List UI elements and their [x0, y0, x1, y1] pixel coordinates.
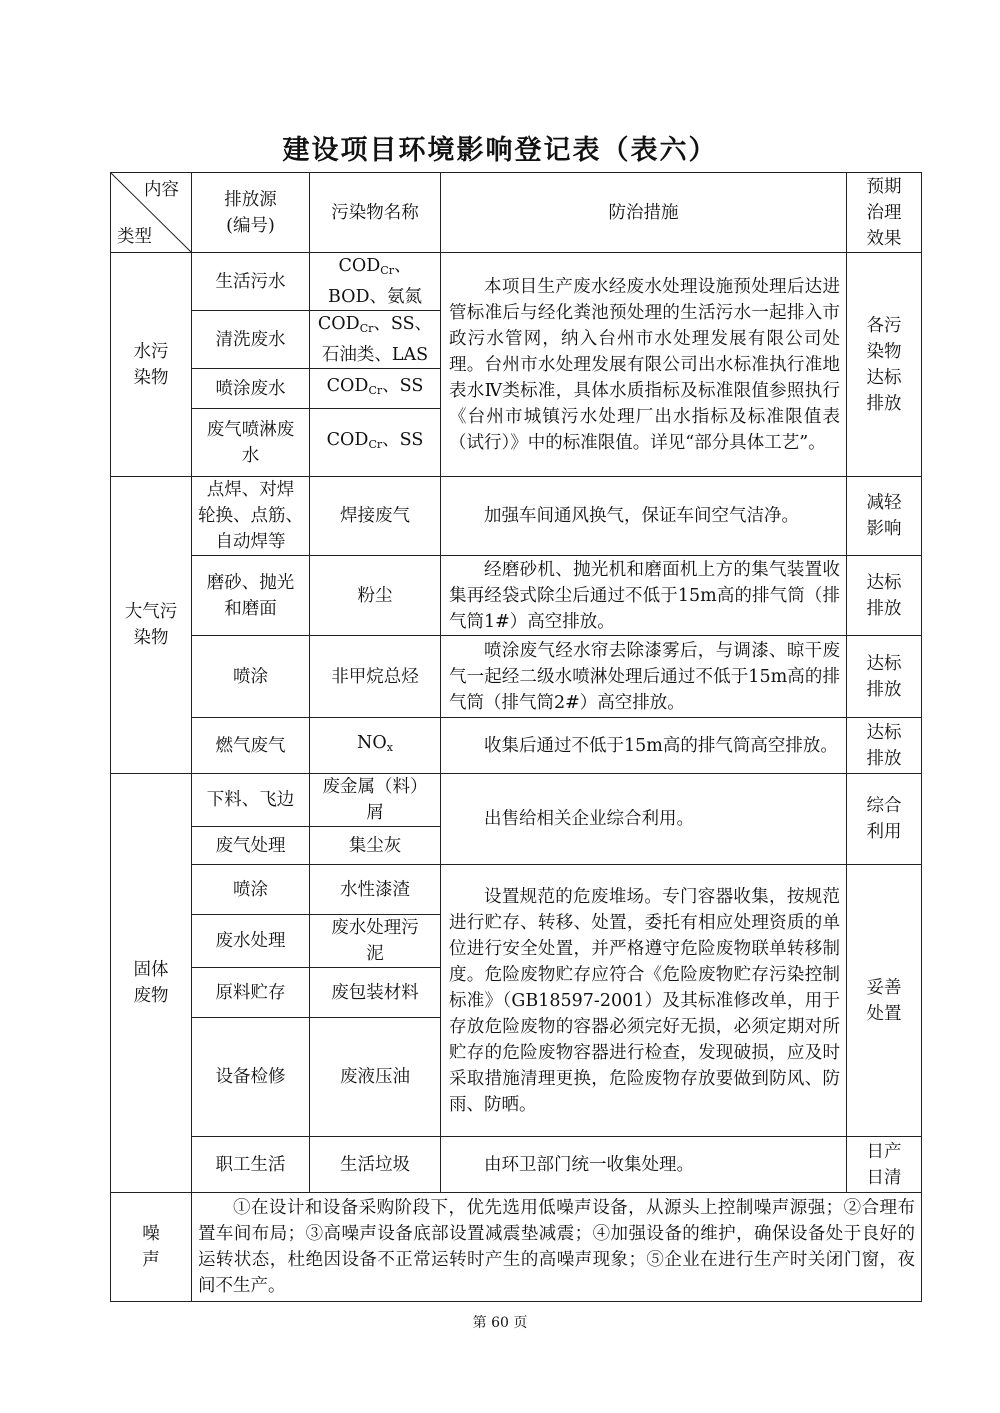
page-number: 第 60 页: [472, 1315, 528, 1331]
water-source: 废气喷淋废 水: [192, 409, 310, 477]
solid-pollutant: 生活垃圾: [310, 1137, 441, 1193]
header-row: [111, 173, 922, 253]
water-effect: 各污 染物 达标 排放: [847, 253, 922, 477]
air-row: [111, 556, 922, 636]
page-title: 建设项目环境影响登记表（表六）: [282, 135, 718, 166]
water-pollutant: $COD_{Cr}$、SS: [310, 369, 441, 409]
water-source: 喷涂废水: [192, 369, 310, 409]
air-row: [111, 718, 922, 774]
solid-pollutant: 集尘灰: [310, 827, 441, 865]
air-measure: 收集后通过不低于15m高的排气筒高空排放。: [441, 718, 847, 774]
header-type-label: 类型: [117, 227, 152, 247]
air-effect: 达标 排放: [847, 636, 922, 718]
solid-effect-hazard: 妥善 处置: [847, 865, 922, 1137]
air-pollutant: 焊接废气: [310, 477, 441, 556]
air-row: [111, 477, 922, 556]
air-source: 点焊、对焊 轮换、点筋、 自动焊等: [192, 477, 310, 556]
solid-source: 下料、飞边: [192, 774, 310, 827]
header-measures: 防治措施: [441, 173, 847, 253]
registration-table: [110, 172, 922, 1302]
solid-pollutant: 废金属（料） 屑: [310, 774, 441, 827]
solid-measure-sale: 出售给相关企业综合利用。: [441, 774, 847, 865]
air-category: 大气污 染物: [111, 477, 192, 774]
header-diagonal-cell: [111, 173, 192, 253]
header-effect: 预期 治理 效果: [847, 173, 922, 253]
water-source: 清洗废水: [192, 311, 310, 369]
solid-source: 原料贮存: [192, 968, 310, 1018]
air-measure: 经磨砂机、抛光机和磨面机上方的集气装置收集再经袋式除尘后通过不低于15m高的排气筒（排气筒1#）高空排放。: [441, 556, 847, 636]
solid-pollutant: 废液压油: [310, 1018, 441, 1137]
air-row: [111, 636, 922, 718]
air-source: 燃气废气: [192, 718, 310, 774]
air-pollutant: 非甲烷总烃: [310, 636, 441, 718]
solid-measure-domestic: 由环卫部门统一收集处理。: [441, 1137, 847, 1193]
water-pollutant: $COD_{Cr}$、 BOD、氨氮: [310, 253, 441, 311]
solid-effect-domestic: 日产 日清: [847, 1137, 922, 1193]
solid-measure-hazard: 设置规范的危废堆场。专门容器收集，按规范进行贮存、转移、处置，委托有相应处理资质的单位进行安全处置，并严格遵守危险废物联单转移制度。危险废物贮存应符合《危险废物贮存污染控制标准》（GB18597-2001）及其标准修改单，用于存放危险废物的容器必须完好无损，必须定期对所贮存的危险废物容器进行检查，发现破损，应及时采取措施清理更换，危险废物存放要做到防风、防雨、防晒。: [441, 865, 847, 1137]
solid-effect-sale: 综合 利用: [847, 774, 922, 865]
water-category: 水污 染物: [111, 253, 192, 477]
air-measure: 喷涂废气经水帘去除漆雾后，与调漆、晾干废气一起经二级水喷淋处理后通过不低于15m高的排气筒（排气筒2#）高空排放。: [441, 636, 847, 718]
header-pollutant: 污染物名称: [310, 173, 441, 253]
air-effect: 减轻 影响: [847, 477, 922, 556]
solid-pollutant: 废水处理污 泥: [310, 915, 441, 968]
solid-pollutant: 废包装材料: [310, 968, 441, 1018]
solid-source: 废气处理: [192, 827, 310, 865]
solid-source: 设备检修: [192, 1018, 310, 1137]
solid-row: [111, 865, 922, 915]
solid-source: 职工生活: [192, 1137, 310, 1193]
air-pollutant: $NO_x$: [310, 718, 441, 774]
solid-row: [111, 1137, 922, 1193]
air-measure: 加强车间通风换气，保证车间空气洁净。: [441, 477, 847, 556]
air-source: 喷涂: [192, 636, 310, 718]
air-pollutant: 粉尘: [310, 556, 441, 636]
solid-row: [111, 774, 922, 827]
water-source: 生活污水: [192, 253, 310, 311]
air-effect: 达标 排放: [847, 556, 922, 636]
water-row: [111, 253, 922, 311]
air-source: 磨砂、抛光 和磨面: [192, 556, 310, 636]
solid-source: 废水处理: [192, 915, 310, 968]
noise-category: 噪 声: [111, 1193, 192, 1302]
solid-pollutant: 水性漆渣: [310, 865, 441, 915]
solid-category: 固体 废物: [111, 774, 192, 1193]
header-content-label: 内容: [144, 180, 179, 200]
header-source: 排放源 (编号): [192, 173, 310, 253]
noise-measure: ①在设计和设备采购阶段下，优先选用低噪声设备，从源头上控制噪声源强；②合理布置车间布局；③高噪声设备底部设置减震垫减震；④加强设备的维护，确保设备处于良好的运转状态，杜绝因设备不正常运转时产生的高噪声现象；⑤企业在进行生产时关闭门窗，夜间不生产。: [192, 1193, 922, 1302]
water-measure: 本项目生产废水经废水处理设施预处理后达进管标准后与经化粪池预处理的生活污水一起排入市政污水管网，纳入台州市水处理发展有限公司处理。台州市水处理发展有限公司出水标准执行准地表水Ⅳ类标准，具体水质指标及标准限值参照执行《台州市城镇污水处理厂出水指标及标准限值表（试行）》中的标准限值。详见“部分具体工艺”。: [441, 253, 847, 477]
solid-source: 喷涂: [192, 865, 310, 915]
water-pollutant: $COD_{Cr}$、SS: [310, 409, 441, 477]
air-effect: 达标 排放: [847, 718, 922, 774]
water-pollutant: $COD_{Cr}$、SS、 石油类、LAS: [310, 311, 441, 369]
noise-row: [111, 1193, 922, 1302]
